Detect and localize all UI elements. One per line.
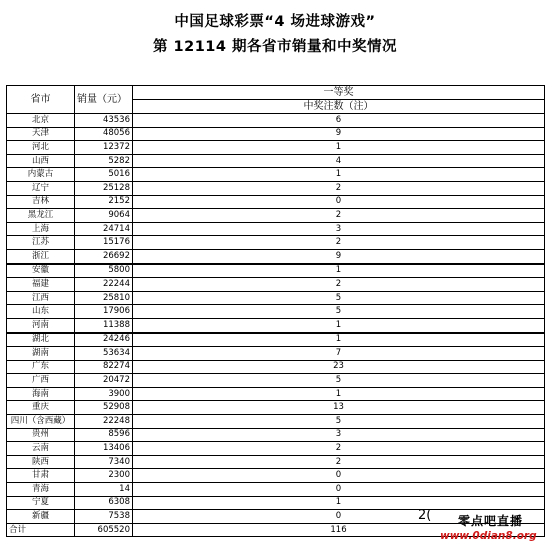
sales-cell: 22248 <box>75 415 133 429</box>
table-row <box>7 291 545 305</box>
province-cell: 江苏 <box>7 236 75 250</box>
prize-count-cell: 2 <box>133 181 545 195</box>
table-row <box>7 415 545 429</box>
sales-cell: 43536 <box>75 114 133 128</box>
table-row <box>7 141 545 155</box>
sales-cell: 7340 <box>75 455 133 469</box>
prize-count-cell: 2 <box>133 442 545 456</box>
prize-count-cell: 0 <box>133 483 545 497</box>
table-row <box>7 318 545 332</box>
sales-cell: 8596 <box>75 428 133 442</box>
province-cell: 江西 <box>7 291 75 305</box>
table-row <box>7 360 545 374</box>
prize-count-cell: 6 <box>133 114 545 128</box>
table-row <box>7 195 545 209</box>
table-row <box>7 168 545 182</box>
prize-count-cell: 13 <box>133 401 545 415</box>
sales-cell: 52908 <box>75 401 133 415</box>
province-cell: 广西 <box>7 374 75 388</box>
prize-count-cell: 3 <box>133 428 545 442</box>
header-sales: 销量（元） <box>75 86 133 114</box>
table-row <box>7 428 545 442</box>
province-cell: 吉林 <box>7 195 75 209</box>
province-cell: 四川（含西藏） <box>7 415 75 429</box>
prize-count-cell: 9 <box>133 249 545 263</box>
sales-cell: 7538 <box>75 510 133 524</box>
sales-cell: 14 <box>75 483 133 497</box>
prize-count-cell: 5 <box>133 415 545 429</box>
watermark-text: 零点吧直播 <box>458 514 524 528</box>
province-cell: 重庆 <box>7 401 75 415</box>
sales-cell: 25128 <box>75 181 133 195</box>
prize-count-cell: 2 <box>133 455 545 469</box>
page-number: 2( <box>418 508 432 523</box>
table-row <box>7 347 545 361</box>
sales-cell: 20472 <box>75 374 133 388</box>
document-subtitle: 第 12114 期各省市销量和中奖情况 <box>152 39 398 55</box>
sales-cell: 5016 <box>75 168 133 182</box>
table-header-row-1 <box>7 86 545 100</box>
total-sales: 605520 <box>75 523 133 537</box>
province-cell: 青海 <box>7 483 75 497</box>
table-row <box>7 114 545 128</box>
header-prize-count: 中奖注数（注） <box>133 100 545 114</box>
prize-count-cell: 1 <box>133 168 545 182</box>
prize-count-cell: 2 <box>133 236 545 250</box>
prize-count-cell: 5 <box>133 374 545 388</box>
sales-cell: 53634 <box>75 347 133 361</box>
sales-table <box>6 85 545 537</box>
sales-cell: 25810 <box>75 291 133 305</box>
sales-cell: 24714 <box>75 222 133 236</box>
prize-count-cell: 1 <box>133 318 545 332</box>
table-row <box>7 333 545 347</box>
province-cell: 福建 <box>7 278 75 292</box>
prize-count-cell: 9 <box>133 127 545 141</box>
province-cell: 浙江 <box>7 249 75 263</box>
table-row <box>7 181 545 195</box>
sales-cell: 2300 <box>75 469 133 483</box>
province-cell: 上海 <box>7 222 75 236</box>
table-row <box>7 483 545 497</box>
province-cell: 广东 <box>7 360 75 374</box>
table-row <box>7 278 545 292</box>
prize-count-cell: 0 <box>133 469 545 483</box>
prize-count-cell: 7 <box>133 347 545 361</box>
province-cell: 北京 <box>7 114 75 128</box>
sales-cell: 5800 <box>75 264 133 278</box>
table-row <box>7 496 545 510</box>
table-row <box>7 222 545 236</box>
prize-count-cell: 1 <box>133 264 545 278</box>
prize-count-cell: 0 <box>133 195 545 209</box>
province-cell: 贵州 <box>7 428 75 442</box>
table-row <box>7 264 545 278</box>
prize-count-cell: 2 <box>133 209 545 223</box>
sales-cell: 6308 <box>75 496 133 510</box>
sales-cell: 26692 <box>75 249 133 263</box>
prize-count-cell: 0 <box>133 510 545 524</box>
table-row <box>7 455 545 469</box>
prize-count-cell: 1 <box>133 387 545 401</box>
province-cell: 湖北 <box>7 333 75 347</box>
table-row <box>7 236 545 250</box>
sales-cell: 3900 <box>75 387 133 401</box>
province-cell: 海南 <box>7 387 75 401</box>
province-cell: 山西 <box>7 154 75 168</box>
table-row <box>7 249 545 263</box>
sales-cell: 13406 <box>75 442 133 456</box>
prize-count-cell: 1 <box>133 141 545 155</box>
total-count: 116 <box>133 523 545 537</box>
table-row <box>7 387 545 401</box>
prize-count-cell: 4 <box>133 154 545 168</box>
province-cell: 内蒙古 <box>7 168 75 182</box>
prize-count-cell: 1 <box>133 333 545 347</box>
sales-cell: 48056 <box>75 127 133 141</box>
province-cell: 天津 <box>7 127 75 141</box>
header-first-prize: 一等奖 <box>133 86 545 100</box>
header-province: 省市 <box>7 86 75 114</box>
table-row <box>7 469 545 483</box>
province-cell: 湖南 <box>7 347 75 361</box>
prize-count-cell: 5 <box>133 291 545 305</box>
prize-count-cell: 5 <box>133 305 545 319</box>
prize-count-cell: 3 <box>133 222 545 236</box>
sales-cell: 22244 <box>75 278 133 292</box>
prize-count-cell: 2 <box>133 278 545 292</box>
table-row <box>7 442 545 456</box>
sales-cell: 2152 <box>75 195 133 209</box>
province-cell: 新疆 <box>7 510 75 524</box>
table-row <box>7 127 545 141</box>
sales-cell: 24246 <box>75 333 133 347</box>
province-cell: 安徽 <box>7 264 75 278</box>
province-cell: 甘肃 <box>7 469 75 483</box>
province-cell: 辽宁 <box>7 181 75 195</box>
sales-cell: 11388 <box>75 318 133 332</box>
sales-cell: 9064 <box>75 209 133 223</box>
sales-cell: 5282 <box>75 154 133 168</box>
table-row <box>7 401 545 415</box>
document-title: 中国足球彩票“4 场进球游戏” <box>174 14 376 30</box>
province-cell: 宁夏 <box>7 496 75 510</box>
province-cell: 陕西 <box>7 455 75 469</box>
sales-cell: 82274 <box>75 360 133 374</box>
province-cell: 河南 <box>7 318 75 332</box>
sales-cell: 17906 <box>75 305 133 319</box>
total-label: 合计 <box>7 523 75 537</box>
table-row <box>7 209 545 223</box>
prize-count-cell: 23 <box>133 360 545 374</box>
watermark-url: www.0dian8.org <box>440 530 537 542</box>
table-row <box>7 305 545 319</box>
prize-count-cell: 1 <box>133 496 545 510</box>
province-cell: 河北 <box>7 141 75 155</box>
table-row <box>7 154 545 168</box>
province-cell: 黑龙江 <box>7 209 75 223</box>
province-cell: 云南 <box>7 442 75 456</box>
sales-cell: 12372 <box>75 141 133 155</box>
sales-cell: 15176 <box>75 236 133 250</box>
table-row <box>7 374 545 388</box>
province-cell: 山东 <box>7 305 75 319</box>
